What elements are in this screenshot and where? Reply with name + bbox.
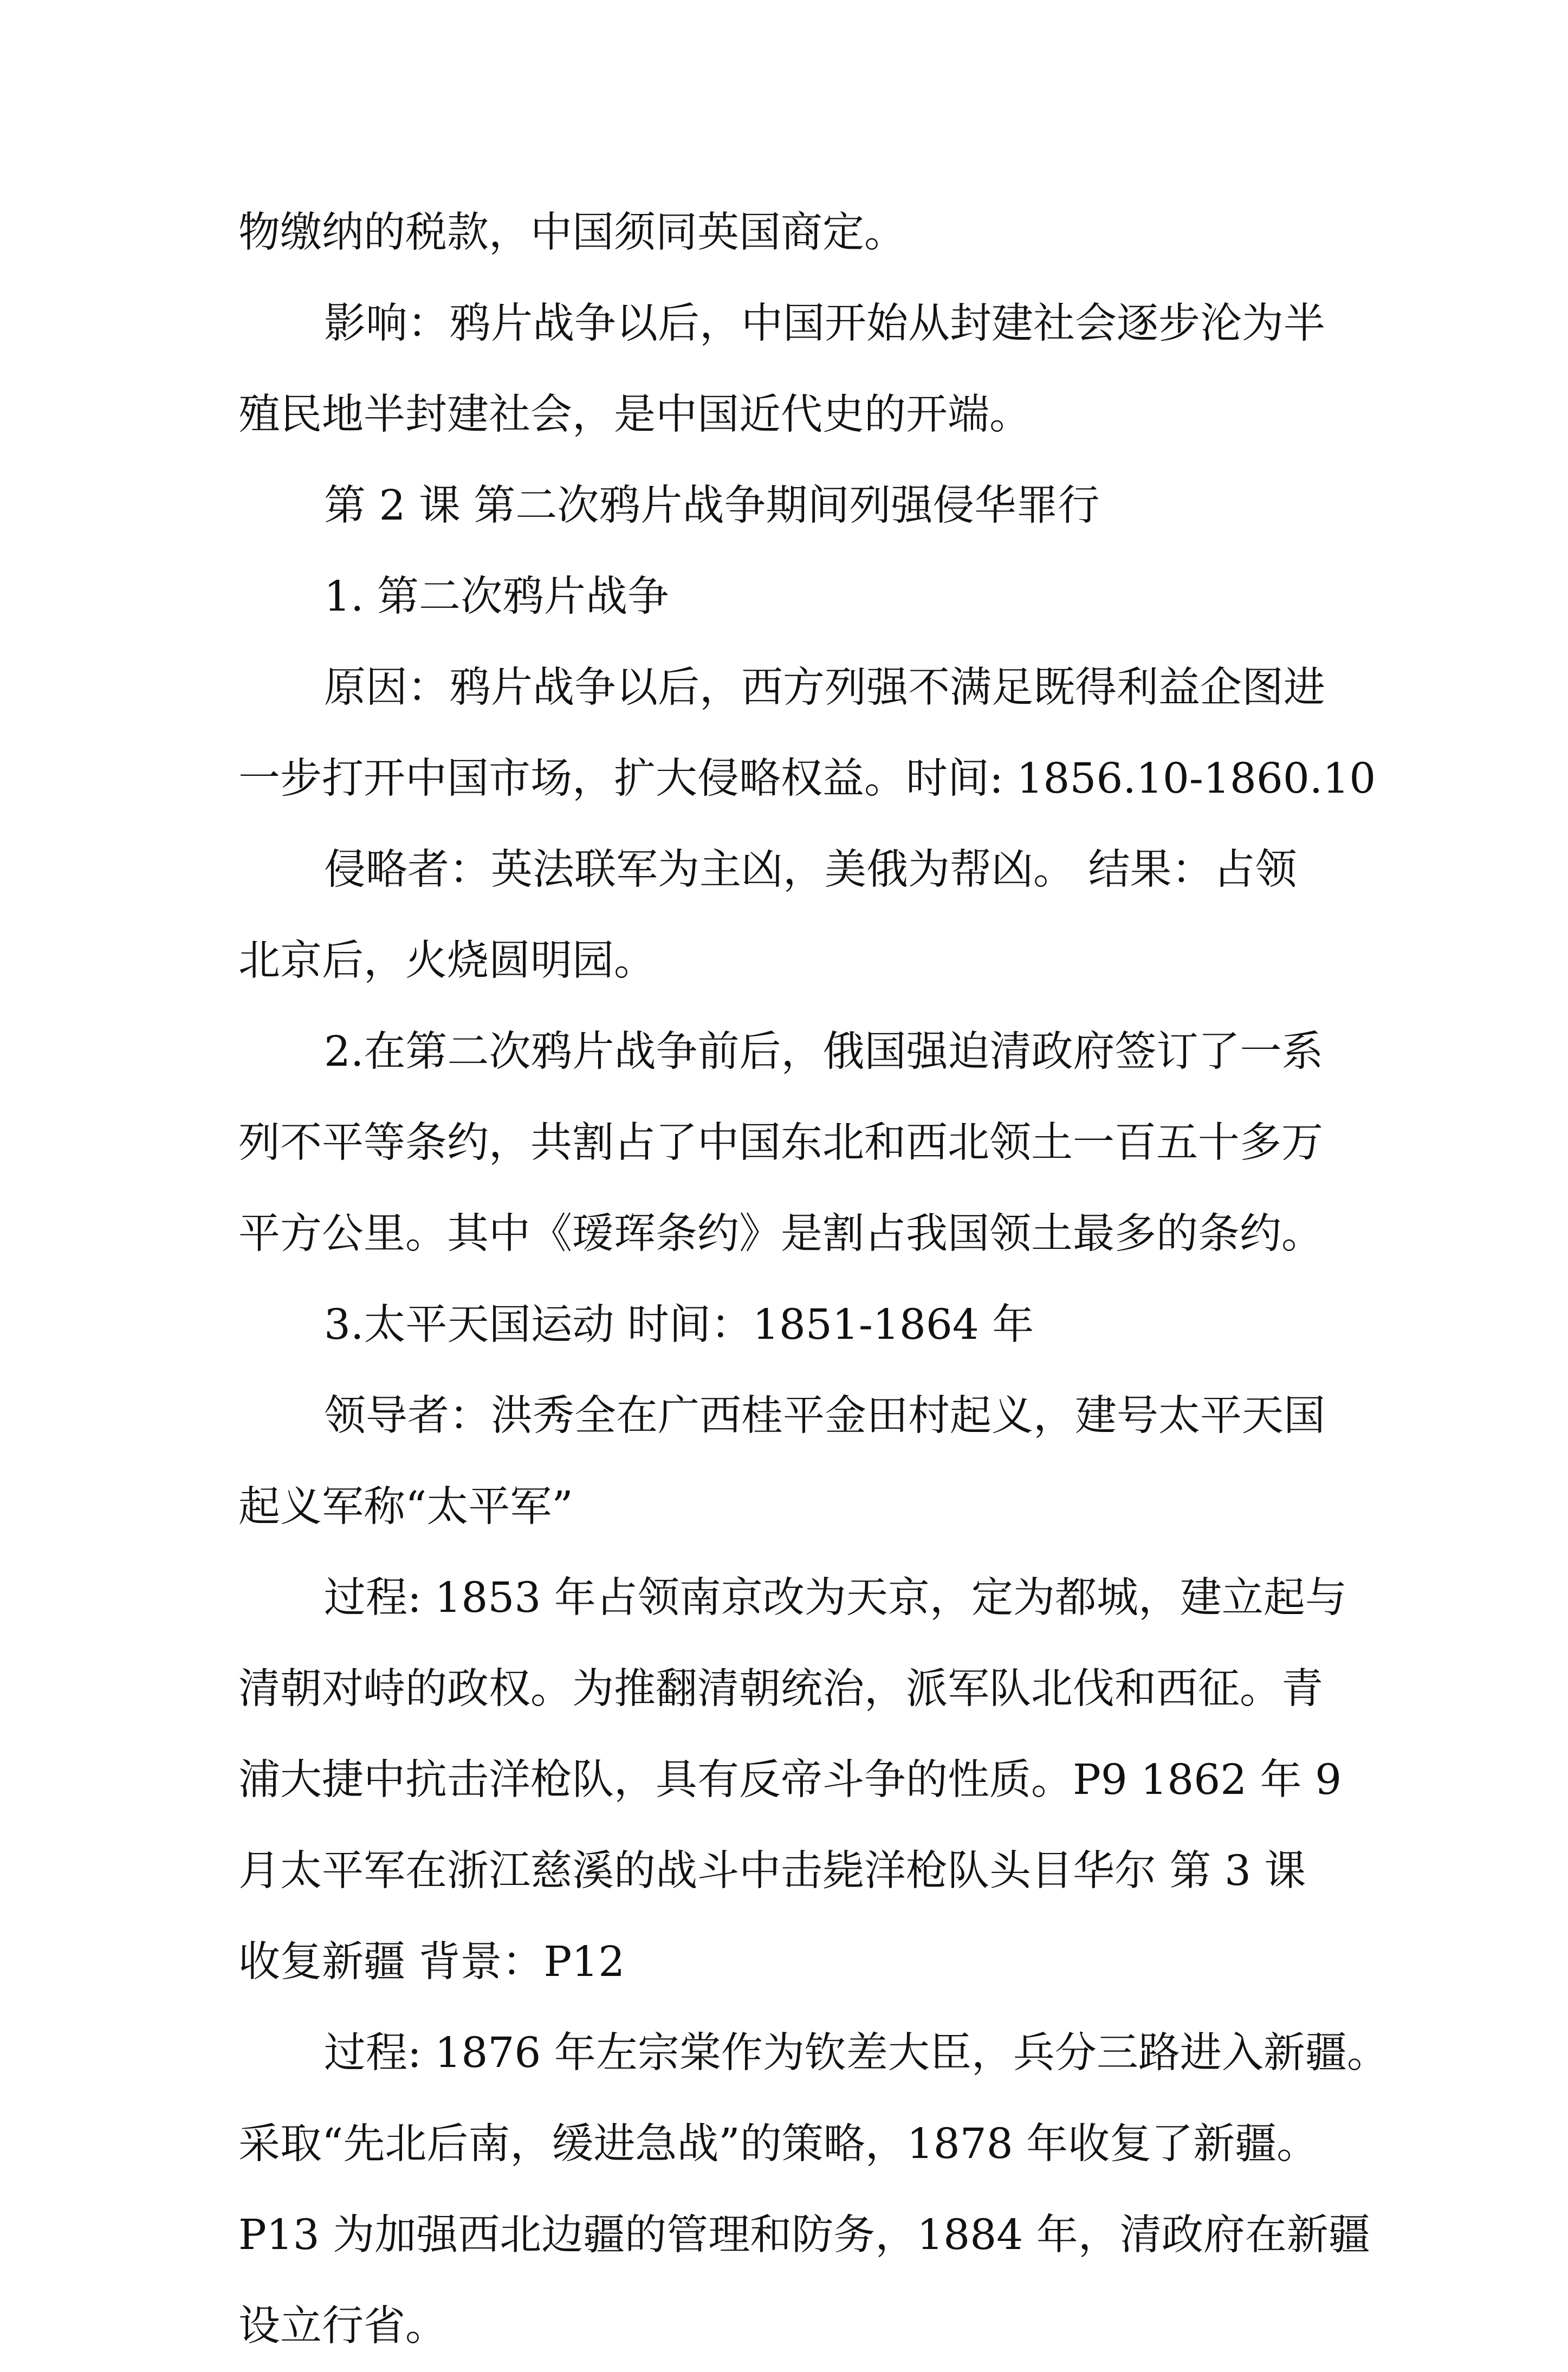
lesson-heading: 第 2 课 第二次鸦片战争期间列强侵华罪行 [324, 482, 1100, 530]
text-line: 领导者：洪秀全在广西桂平金田村起义，建号太平天国 [324, 1392, 1325, 1440]
text-line: 起义军称“太平军” [238, 1483, 573, 1531]
text-line: 殖民地半封建社会，是中国近代史的开端。 [238, 391, 1031, 439]
text-line: 设立行省。 [238, 2302, 447, 2350]
section-heading: 1. 第二次鸦片战争 [324, 573, 669, 621]
text-line: 物缴纳的税款，中国须同英国商定。 [238, 209, 906, 257]
text-line: 平方公里。其中《瑷珲条约》是割占我国领土最多的条约。 [238, 1210, 1323, 1258]
text-line: 2.在第二次鸦片战争前后，俄国强迫清政府签订了一系 [324, 1028, 1324, 1076]
text-line: 过程: 1876 年左宗棠作为钦差大臣，兵分三路进入新疆。 [324, 2029, 1389, 2077]
text-line: 北京后，火烧圆明园。 [238, 937, 656, 985]
text-line: 原因：鸦片战争以后，西方列强不满足既得利益企图进 [324, 664, 1325, 712]
text-line: 月太平军在浙江慈溪的战斗中击毙洋枪队头目华尔 第 3 课 [238, 1847, 1306, 1895]
text-line: 收复新疆 背景：P12 [238, 1938, 625, 1986]
text-line: 采取“先北后南，缓进急战”的策略，1878 年收复了新疆。 [238, 2120, 1319, 2168]
text-line: 侵略者：英法联军为主凶，美俄为帮凶。 结果：占领 [324, 846, 1297, 894]
text-line: 浦大捷中抗击洋枪队，具有反帝斗争的性质。P9 1862 年 9 [238, 1756, 1342, 1804]
text-line: 影响：鸦片战争以后，中国开始从封建社会逐步沦为半 [324, 300, 1325, 348]
text-line: 清朝对峙的政权。为推翻清朝统治，派军队北伐和西征。青 [238, 1665, 1323, 1713]
text-line: 一步打开中国市场，扩大侵略权益。时间: 1856.10-1860.10 [238, 755, 1376, 803]
section-heading: 3.太平天国运动 时间：1851-1864 年 [324, 1301, 1034, 1349]
text-line: 列不平等条约，共割占了中国东北和西北领土一百五十多万 [238, 1119, 1323, 1167]
body-text [238, 187, 1389, 2372]
text-line: P13 为加强西北边疆的管理和防务，1884 年，清政府在新疆 [238, 2211, 1370, 2259]
text-line: 过程: 1853 年占领南京改为天京，定为都城，建立起与 [324, 1574, 1347, 1622]
